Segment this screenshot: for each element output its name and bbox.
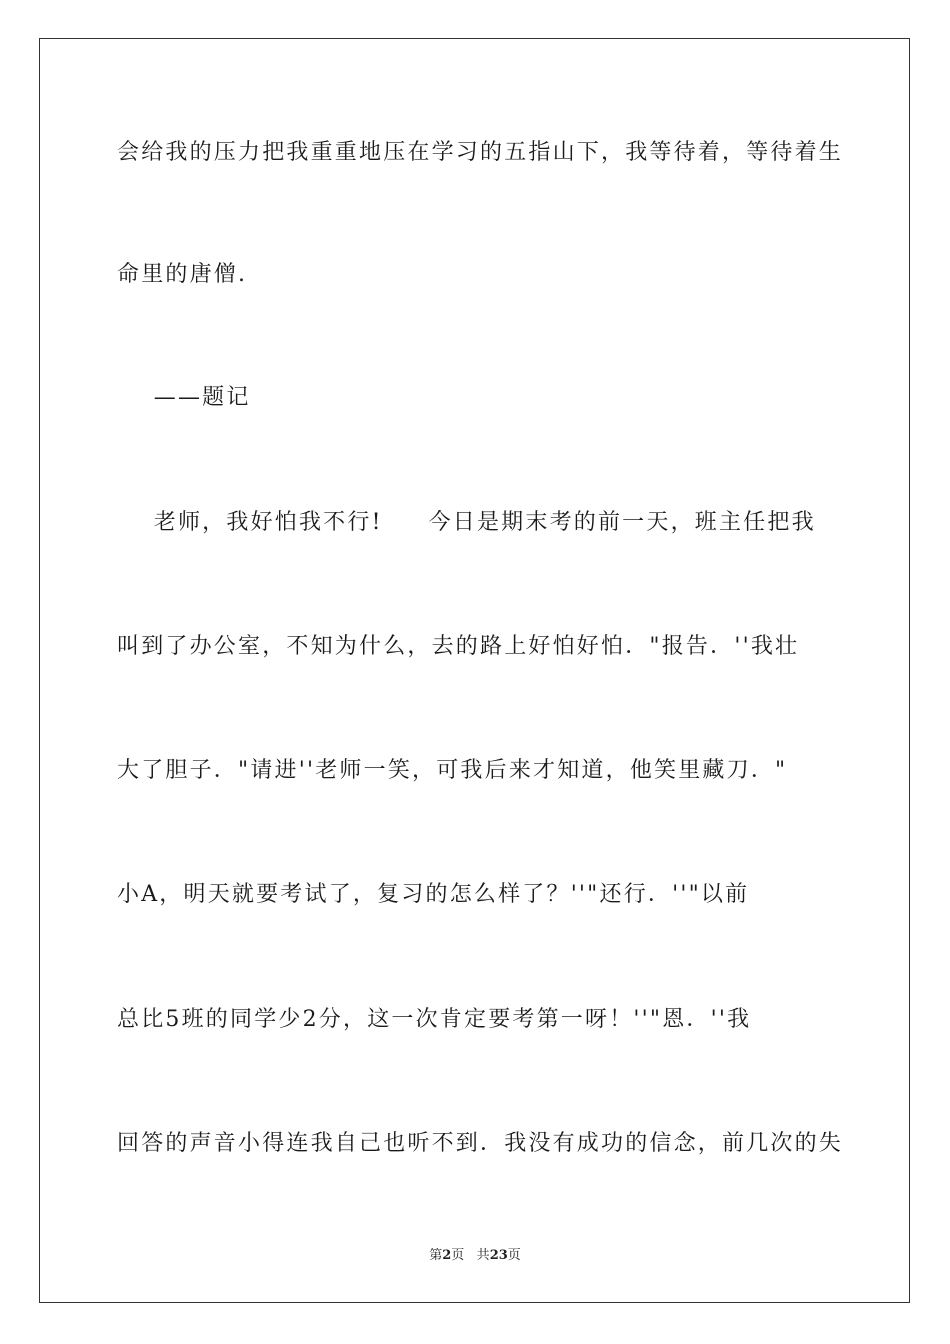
body-line-6: 小A，明天就要考试了，复习的怎么样了？''"还行．''"以前 xyxy=(117,882,750,907)
footer-prefix: 第 xyxy=(429,1248,443,1263)
epigraph-attribution: ——题记 xyxy=(117,385,251,410)
footer-page-word: 页 xyxy=(451,1248,465,1263)
footer-page-number: 2 xyxy=(442,1248,452,1263)
footer-total-prefix: 共 xyxy=(476,1248,490,1263)
body-line-8: 回答的声音小得连我自己也听不到．我没有成功的信念，前几次的失 xyxy=(117,1131,844,1156)
body-line-1: 会给我的压力把我重重地压在学习的五指山下，我等待着，等待着生 xyxy=(117,140,844,165)
body-line-3: 老师，我好怕我不行! 今日是期末考的前一天，班主任把我 xyxy=(117,510,816,535)
footer-total-word: 页 xyxy=(507,1248,521,1263)
body-line-7: 总比5班的同学少2分，这一次肯定要考第一呀！''"恩．''我 xyxy=(117,1007,752,1032)
body-line-2: 命里的唐僧. xyxy=(117,262,248,287)
page-footer xyxy=(0,1247,950,1265)
page-border xyxy=(39,38,910,1303)
body-line-5: 大了胆子．"请进''老师一笑，可我后来才知道，他笑里藏刀．" xyxy=(117,758,788,783)
body-line-4: 叫到了办公室，不知为什么，去的路上好怕好怕．"报告．''我壮 xyxy=(117,634,800,659)
footer-total-number: 23 xyxy=(489,1248,508,1263)
